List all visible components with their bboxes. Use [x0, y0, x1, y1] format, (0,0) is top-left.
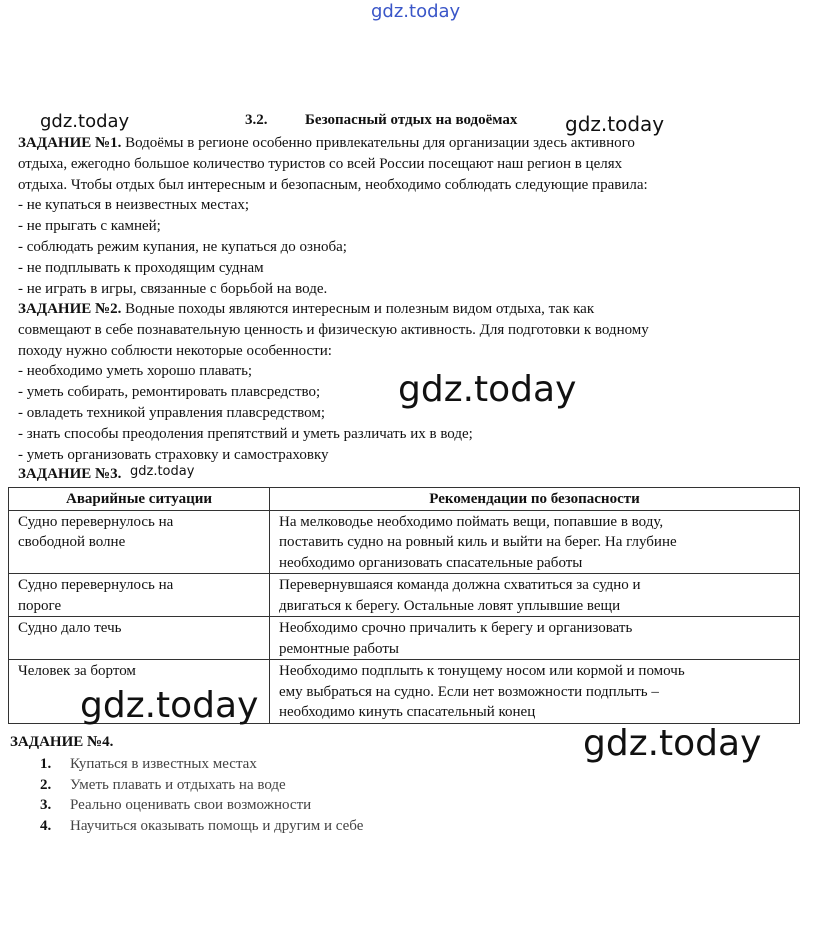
situation-cell — [9, 617, 270, 660]
cell-line: необходимо кинуть спасательный конец — [279, 704, 536, 720]
list-item — [40, 754, 363, 775]
list-number: 4. — [40, 817, 52, 834]
task1-intro: Водоёмы в регионе особенно привлекательны для организации здесь активного — [121, 135, 635, 151]
cell-line: Судно перевернулось на — [18, 513, 174, 530]
watermark-top: gdz.today — [371, 1, 461, 22]
list-number: 2. — [40, 776, 52, 793]
task2-item: - необходимо уметь хорошо плавать; — [18, 363, 253, 380]
cell-line: На мелководье необходимо поймать вещи, попавшие в воду, — [279, 513, 664, 530]
task2-item: - уметь собирать, ремонтировать плавсредство; — [18, 384, 321, 401]
section-title: Безопасный отдых на водоёмах — [305, 112, 518, 128]
situation-cell — [9, 574, 270, 617]
task1-label: ЗАДАНИЕ №1. — [18, 135, 122, 151]
task1-rule: - не подплывать к проходящим суднам — [18, 259, 264, 276]
task1-line: отдыха. Чтобы отдых был интересным и безопасным, необходимо соблюдать следующие правила: — [18, 176, 648, 193]
watermark-big-lower-left: gdz.today — [80, 685, 259, 726]
list-text: Уметь плавать и отдыхать на воде — [70, 776, 286, 793]
task4-label: ЗАДАНИЕ №4. — [10, 734, 114, 750]
cell-line: Необходимо срочно причалить к берегу и организовать — [279, 620, 633, 636]
cell-line: Судно перевернулось на — [18, 577, 174, 593]
task1-rule: - не прыгать с камней; — [18, 218, 161, 235]
table-header-row — [9, 488, 800, 511]
list-number: 1. — [40, 756, 52, 772]
section-heading — [245, 112, 517, 129]
task2-item: - уметь организовать страховку и самостраховку — [18, 446, 329, 463]
list-item — [40, 795, 363, 816]
task1-rule: - не играть в игры, связанные с борьбой на воде. — [18, 280, 328, 297]
advice-cell — [270, 660, 800, 724]
task4-list — [40, 754, 363, 836]
task2-line: совмещают в себе познавательную ценность и физическую активность. Для подготовки к водному — [18, 321, 649, 338]
list-text: Научиться оказывать помощь и другим и себе — [70, 817, 364, 834]
cell-line: необходимо организовать спасательные работы — [279, 554, 583, 571]
watermark-big-middle: gdz.today — [398, 369, 577, 410]
task2-intro: Водные походы являются интересным и полезным видом отдыха, так как — [121, 301, 595, 317]
advice-cell — [270, 617, 800, 660]
list-number: 3. — [40, 797, 52, 813]
task1-block — [18, 133, 808, 299]
task2-label: ЗАДАНИЕ №2. — [18, 301, 122, 317]
task2-line: походу нужно соблюсти некоторые особенности: — [18, 342, 332, 359]
advice-cell — [270, 510, 800, 574]
situation-cell — [9, 510, 270, 574]
cell-line: Необходимо подплыть к тонущему носом или кормой и помочь — [279, 663, 685, 679]
list-text: Реально оценивать свои возможности — [70, 797, 312, 813]
column-header-recommendations: Рекомендации по безопасности — [270, 488, 800, 511]
list-item — [40, 775, 363, 796]
cell-line: поставить судно на ровный киль и выйти на берег. На глубине — [279, 534, 677, 550]
table-row — [9, 574, 800, 617]
task1-line: отдыха, ежегодно большое количество туристов со всей России посещают наш регион в целях — [18, 155, 623, 172]
watermark-small-right: gdz.today — [565, 112, 665, 136]
task1-rule: - не купаться в неизвестных местах; — [18, 197, 250, 214]
advice-cell — [270, 574, 800, 617]
list-text: Купаться в известных местах — [70, 756, 257, 772]
table-row — [9, 510, 800, 574]
task2-item: - знать способы преодоления препятствий и уметь различать их в воде; — [18, 425, 473, 442]
task1-rule: - соблюдать режим купания, не купаться до озноба; — [18, 238, 347, 255]
cell-line: пороге — [18, 597, 62, 614]
task2-item: - овладеть техникой управления плавсредством; — [18, 404, 325, 421]
cell-line: Судно дало течь — [18, 620, 122, 636]
watermark-tiny: gdz.today — [130, 464, 195, 479]
cell-line: ему выбраться на судно. Если нет возможности подплыть – — [279, 683, 659, 700]
watermark-big-lower-right: gdz.today — [583, 723, 762, 764]
cell-line: ремонтные работы — [279, 640, 399, 657]
list-item — [40, 816, 363, 837]
cell-line: двигаться к берегу. Остальные ловят уплывшие вещи — [279, 597, 621, 614]
table-row — [9, 617, 800, 660]
cell-line: свободной волне — [18, 534, 126, 550]
cell-line: Человек за бортом — [18, 663, 136, 679]
cell-line: Перевернувшаяся команда должна схватиться за судно и — [279, 577, 641, 593]
column-header-situations: Аварийные ситуации — [9, 488, 270, 511]
section-number: 3.2. — [245, 112, 268, 128]
watermark-small-left: gdz.today — [40, 111, 130, 132]
task3-label: ЗАДАНИЕ №3. — [18, 466, 122, 482]
